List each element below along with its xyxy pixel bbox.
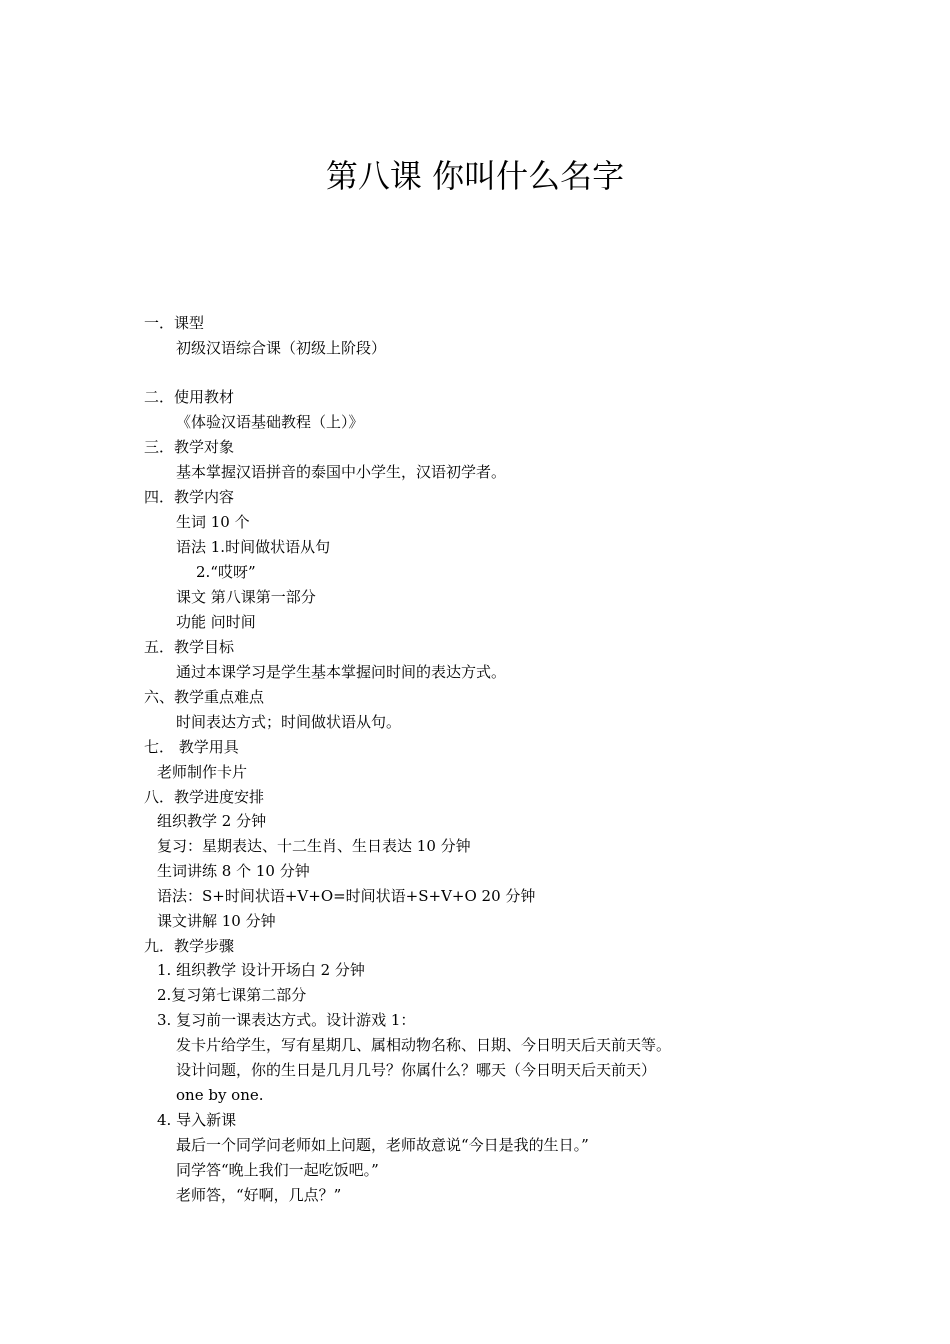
section-text: 老师制作卡片 — [157, 763, 248, 781]
section-heading-key-points: 六、教学重点难点 — [144, 688, 265, 706]
step-detail: 同学答“晚上我们一起吃饭吧。” — [176, 1161, 379, 1179]
step-item: 1. 组织教学 设计开场白 2 分钟 — [157, 961, 365, 979]
schedule-item: 语法：S+时间状语+V+O=时间状语+S+V+O 20 分钟 — [157, 887, 536, 905]
section-text: 生词 10 个 — [176, 513, 250, 531]
schedule-item: 组织教学 2 分钟 — [157, 812, 267, 830]
schedule-item: 生词讲练 8 个 10 分钟 — [157, 862, 310, 880]
section-heading-content: 四．教学内容 — [144, 488, 235, 506]
section-text: 语法 1.时间做状语从句 — [176, 538, 331, 556]
section-heading-goals: 五．教学目标 — [144, 638, 235, 656]
step-item: 3. 复习前一课表达方式。设计游戏 1： — [157, 1011, 416, 1029]
step-detail: 发卡片给学生，写有星期几、属相动物名称、日期、今日明天后天前天等。 — [176, 1036, 672, 1054]
step-item: 4. 导入新课 — [157, 1111, 237, 1129]
section-heading-materials: 七． 教学用具 — [144, 738, 239, 756]
section-text: 通过本课学习是学生基本掌握问时间的表达方式。 — [176, 663, 507, 681]
document-title: 第八课 你叫什么名字 — [325, 157, 625, 195]
section-text: 初级汉语综合课（初级上阶段） — [176, 339, 387, 357]
step-item: 2.复习第七课第二部分 — [157, 986, 307, 1004]
schedule-item: 复习：星期表达、十二生肖、生日表达 10 分钟 — [157, 837, 471, 855]
section-text: 基本掌握汉语拼音的泰国中小学生，汉语初学者。 — [176, 463, 507, 481]
step-detail: one by one. — [176, 1086, 264, 1104]
section-heading-steps: 九．教学步骤 — [144, 937, 235, 955]
step-detail: 最后一个同学问老师如上问题，老师故意说“今日是我的生日。” — [176, 1136, 589, 1154]
section-text: 时间表达方式；时间做状语从句。 — [176, 713, 402, 731]
section-text: 《体验汉语基础教程（上）》 — [176, 413, 364, 431]
schedule-item: 课文讲解 10 分钟 — [157, 912, 276, 930]
step-detail: 老师答，“好啊，几点？” — [176, 1186, 342, 1204]
step-detail: 设计问题，你的生日是几月几号？你属什么？哪天（今日明天后天前天） — [176, 1061, 657, 1079]
section-text: 功能 问时间 — [176, 613, 256, 631]
section-heading-textbook: 二．使用教材 — [144, 388, 235, 406]
section-heading-schedule: 八．教学进度安排 — [144, 788, 265, 806]
section-heading-lesson-type: 一．课型 — [144, 314, 205, 332]
section-heading-audience: 三．教学对象 — [144, 438, 235, 456]
section-text: 2.“哎呀” — [196, 563, 256, 581]
section-text: 课文 第八课第一部分 — [176, 588, 316, 606]
